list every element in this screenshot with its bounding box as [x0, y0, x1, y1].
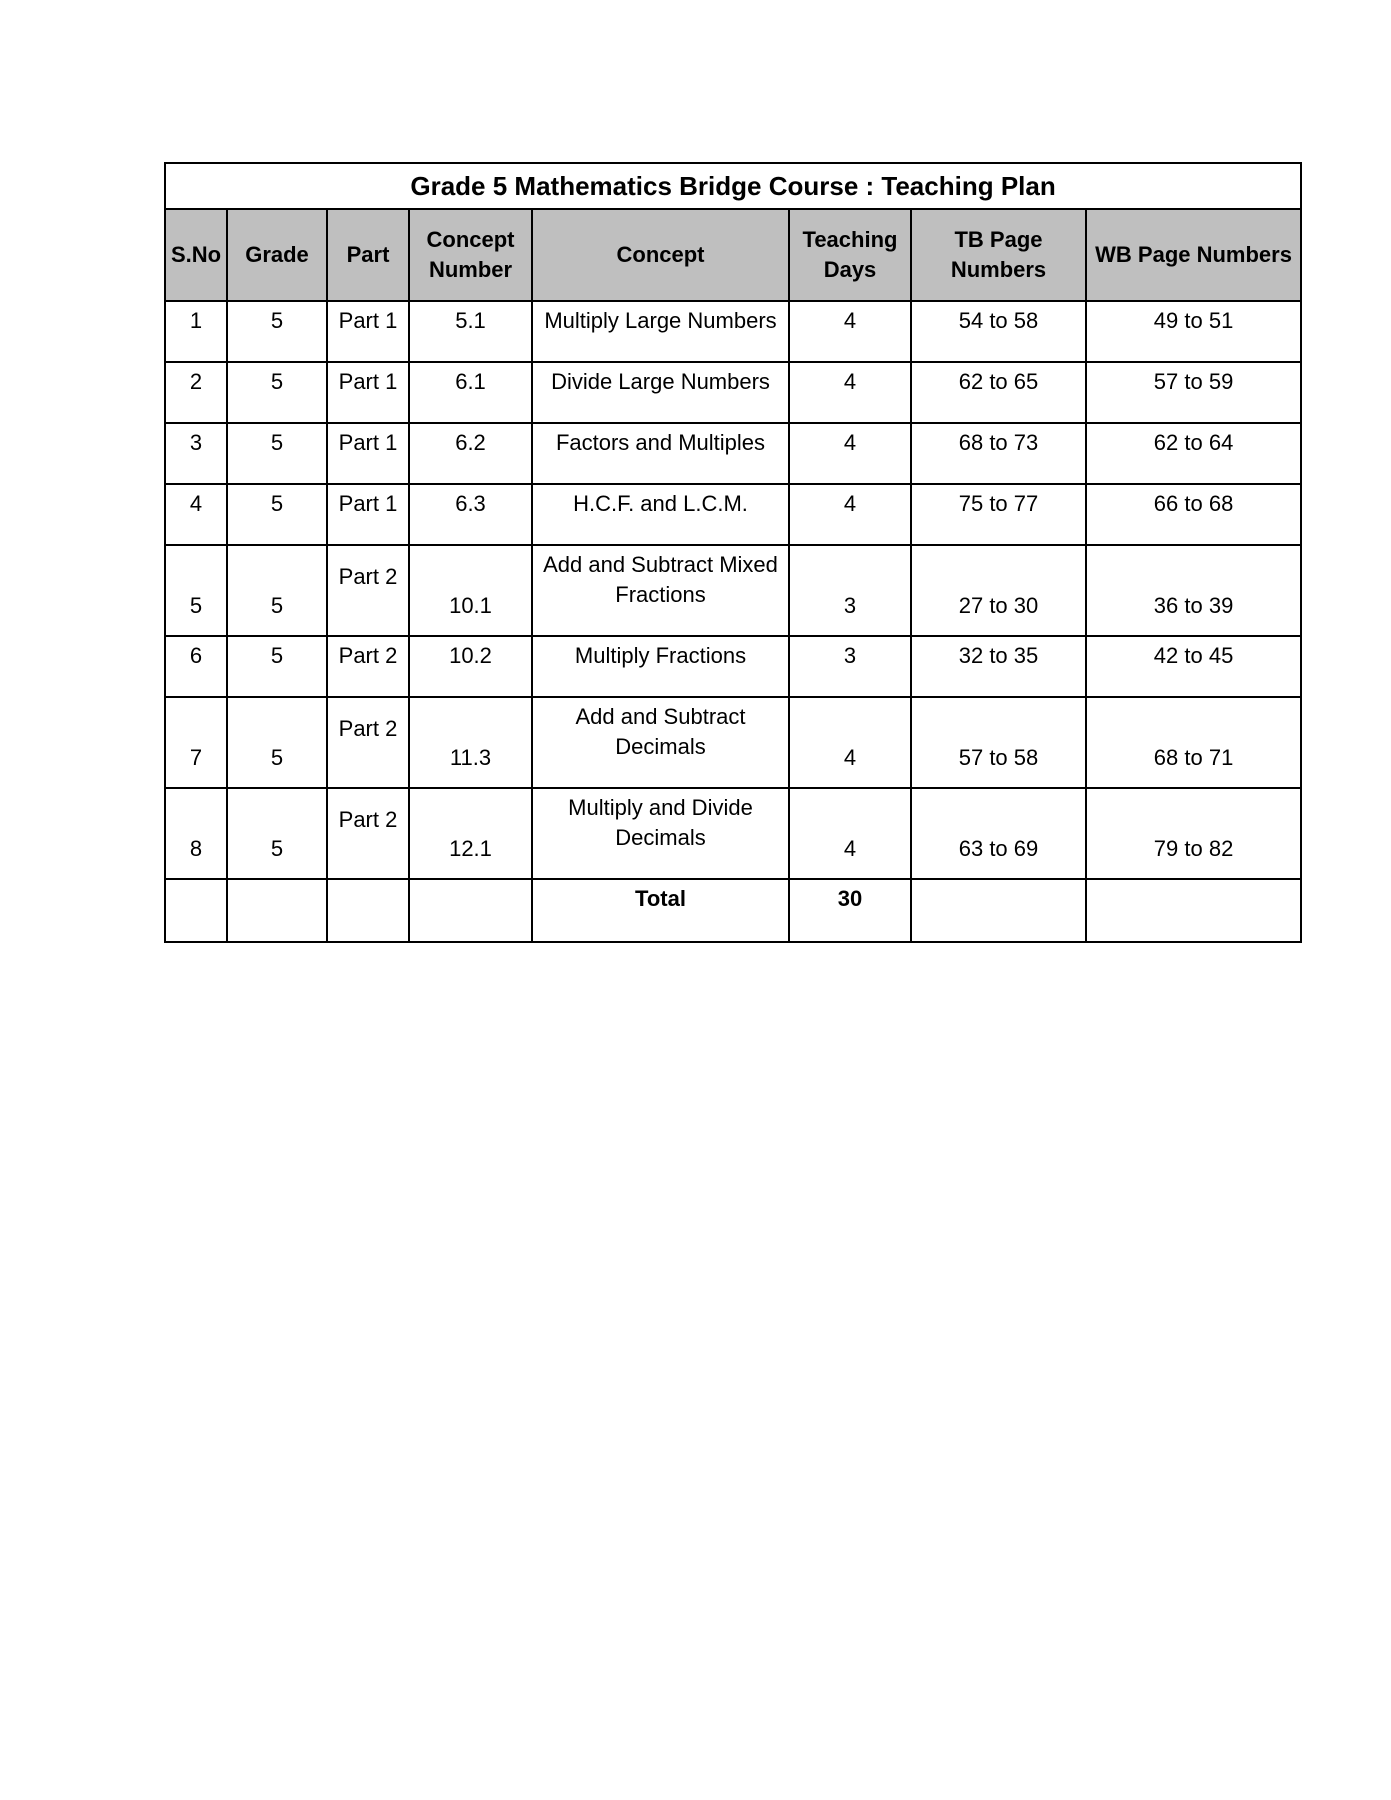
header-row [165, 209, 1301, 301]
header-wb-pages: WB Page Numbers [1086, 209, 1301, 301]
cell-concept: Multiply Fractions [532, 636, 789, 697]
cell-sno: 6 [165, 636, 227, 697]
cell-concept: H.C.F. and L.C.M. [532, 484, 789, 545]
cell-wb-pages: 36 to 39 [1086, 545, 1301, 636]
header-tb-pages [911, 209, 1086, 301]
cell-days: 4 [789, 484, 911, 545]
cell-sno: 1 [165, 301, 227, 362]
header-tb-pages-line1: TB Page [954, 227, 1043, 252]
cell-wb-pages: 68 to 71 [1086, 697, 1301, 788]
table-title: Grade 5 Mathematics Bridge Course : Teaching Plan [165, 163, 1301, 209]
cell-part: Part 2 [327, 697, 409, 788]
cell-days: 3 [789, 636, 911, 697]
cell-wb-pages: 57 to 59 [1086, 362, 1301, 423]
cell-days: 4 [789, 301, 911, 362]
cell-wb-pages: 66 to 68 [1086, 484, 1301, 545]
cell-days: 3 [789, 545, 911, 636]
cell-concept-number: 6.1 [409, 362, 532, 423]
table-row [165, 301, 1301, 362]
cell-part: Part 1 [327, 301, 409, 362]
cell-tb-pages: 32 to 35 [911, 636, 1086, 697]
cell-concept-line1: Multiply and Divide [568, 795, 753, 820]
teaching-plan-table [164, 162, 1302, 943]
header-teaching-days [789, 209, 911, 301]
cell-tb-pages: 62 to 65 [911, 362, 1086, 423]
cell-concept-number: 5.1 [409, 301, 532, 362]
empty-cell [1086, 879, 1301, 942]
cell-concept [532, 697, 789, 788]
cell-concept-line2: Fractions [615, 582, 706, 607]
header-concept-number-line1: Concept [426, 227, 515, 252]
cell-grade: 5 [227, 636, 327, 697]
cell-tb-pages: 57 to 58 [911, 697, 1086, 788]
cell-concept-number: 10.1 [409, 545, 532, 636]
cell-concept-line1: Add and Subtract Mixed [543, 552, 778, 577]
header-concept: Concept [532, 209, 789, 301]
cell-grade: 5 [227, 362, 327, 423]
cell-grade: 5 [227, 697, 327, 788]
cell-wb-pages: 49 to 51 [1086, 301, 1301, 362]
cell-days: 4 [789, 423, 911, 484]
cell-concept-number: 11.3 [409, 697, 532, 788]
cell-tb-pages: 63 to 69 [911, 788, 1086, 879]
cell-concept [532, 545, 789, 636]
table-row [165, 362, 1301, 423]
cell-tb-pages: 75 to 77 [911, 484, 1086, 545]
cell-days: 4 [789, 788, 911, 879]
cell-tb-pages: 27 to 30 [911, 545, 1086, 636]
cell-sno: 3 [165, 423, 227, 484]
cell-wb-pages: 79 to 82 [1086, 788, 1301, 879]
cell-concept-number: 12.1 [409, 788, 532, 879]
cell-concept-line2: Decimals [615, 825, 706, 850]
cell-part: Part 1 [327, 423, 409, 484]
cell-concept-number: 6.3 [409, 484, 532, 545]
header-teaching-days-line2: Days [823, 257, 877, 282]
cell-grade: 5 [227, 545, 327, 636]
cell-grade: 5 [227, 423, 327, 484]
cell-part: Part 1 [327, 484, 409, 545]
cell-sno: 5 [165, 545, 227, 636]
empty-cell [227, 879, 327, 942]
cell-concept-line1: Add and Subtract [575, 704, 746, 729]
header-grade: Grade [227, 209, 327, 301]
cell-concept: Factors and Multiples [532, 423, 789, 484]
header-teaching-days-line1: Teaching [802, 227, 898, 252]
cell-concept: Multiply Large Numbers [532, 301, 789, 362]
cell-sno: 7 [165, 697, 227, 788]
cell-concept-number: 10.2 [409, 636, 532, 697]
cell-concept [532, 788, 789, 879]
cell-tb-pages: 68 to 73 [911, 423, 1086, 484]
empty-cell [327, 879, 409, 942]
header-tb-pages-line2: Numbers [950, 257, 1047, 282]
table-row [165, 788, 1301, 879]
table-row [165, 697, 1301, 788]
total-row [165, 879, 1301, 942]
header-concept-number [409, 209, 532, 301]
cell-wb-pages: 62 to 64 [1086, 423, 1301, 484]
header-concept-number-line2: Number [428, 257, 513, 282]
cell-days: 4 [789, 362, 911, 423]
cell-grade: 5 [227, 301, 327, 362]
cell-sno: 8 [165, 788, 227, 879]
cell-part: Part 2 [327, 788, 409, 879]
table-row [165, 545, 1301, 636]
cell-grade: 5 [227, 484, 327, 545]
cell-part: Part 2 [327, 545, 409, 636]
empty-cell [911, 879, 1086, 942]
cell-part: Part 2 [327, 636, 409, 697]
empty-cell [409, 879, 532, 942]
table-row [165, 636, 1301, 697]
cell-sno: 4 [165, 484, 227, 545]
cell-wb-pages: 42 to 45 [1086, 636, 1301, 697]
cell-concept-line2: Decimals [615, 734, 706, 759]
cell-part: Part 1 [327, 362, 409, 423]
total-label: Total [532, 879, 789, 942]
cell-sno: 2 [165, 362, 227, 423]
cell-days: 4 [789, 697, 911, 788]
header-sno: S.No [165, 209, 227, 301]
cell-tb-pages: 54 to 58 [911, 301, 1086, 362]
cell-concept-number: 6.2 [409, 423, 532, 484]
cell-grade: 5 [227, 788, 327, 879]
table-row [165, 484, 1301, 545]
empty-cell [165, 879, 227, 942]
header-part: Part [327, 209, 409, 301]
cell-concept: Divide Large Numbers [532, 362, 789, 423]
table-row [165, 423, 1301, 484]
total-days: 30 [789, 879, 911, 942]
